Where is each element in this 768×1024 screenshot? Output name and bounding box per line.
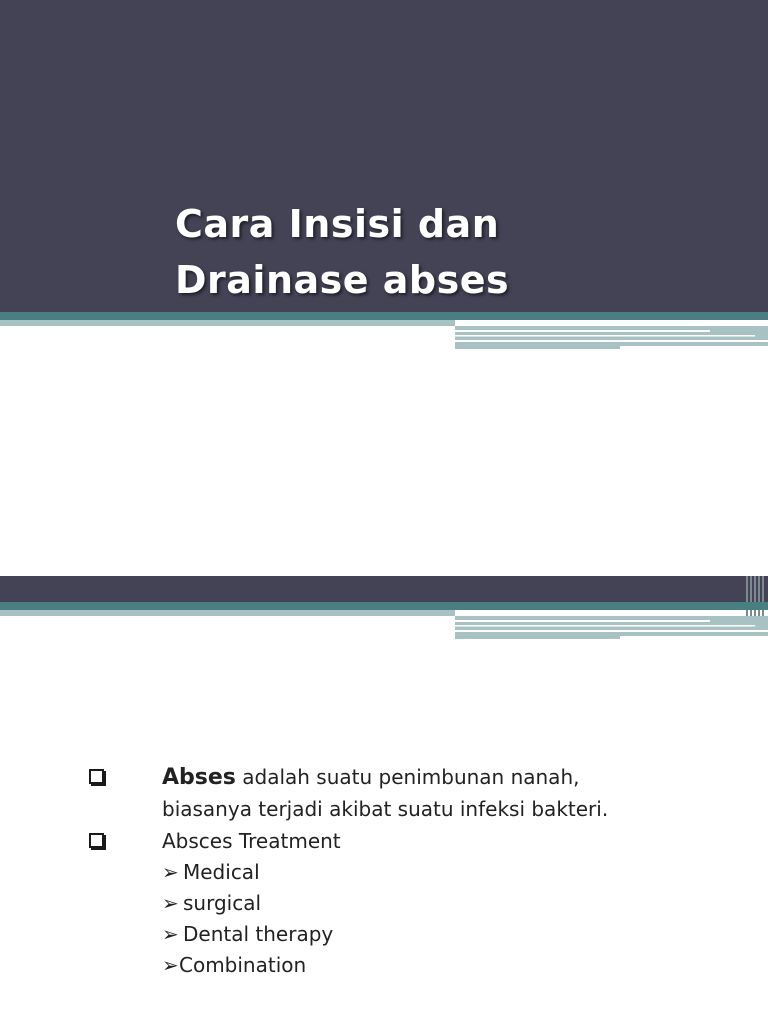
- bullet-text: Absces Treatment: [162, 829, 341, 853]
- bullet-item: [0, 764, 768, 828]
- decorative-rule-band: [0, 312, 768, 356]
- arrow-bullet-icon: ➢: [162, 891, 179, 915]
- bullet-text-continued: biasanya terjadi akibat suatu infeksi bakteri.: [162, 797, 609, 821]
- decorative-rule-band: [0, 602, 768, 646]
- definition-text: adalah suatu penimbunan nanah,: [235, 765, 580, 789]
- sub-item-label: Dental therapy: [183, 922, 334, 946]
- sub-list-item: [162, 919, 333, 950]
- arrow-bullet-icon: ➢: [162, 953, 179, 977]
- arrow-bullet-icon: ➢: [162, 922, 179, 946]
- treatment-sub-list: [162, 857, 333, 981]
- arrow-bullet-icon: ➢: [162, 860, 179, 884]
- bullet-text: [162, 761, 579, 794]
- bullet-list: [0, 764, 768, 862]
- title-line-1: Cara Insisi dan: [175, 202, 500, 246]
- content-slide: [0, 576, 768, 1024]
- checkbox-bullet-icon: [89, 833, 104, 848]
- sub-item-label: Medical: [183, 860, 260, 884]
- sub-list-item: [162, 857, 333, 888]
- title-line-2: Drainase abses: [175, 258, 510, 302]
- checkbox-bullet-icon: [89, 769, 104, 784]
- bold-term: Abses: [162, 765, 236, 790]
- sub-item-label: Combination: [179, 953, 307, 977]
- bullet-item: [0, 828, 768, 862]
- slide-title: [175, 196, 509, 308]
- sub-item-label: surgical: [183, 891, 262, 915]
- sub-list-item: [162, 888, 333, 919]
- sub-list-item: [162, 950, 333, 981]
- slide-header-band: [0, 576, 768, 602]
